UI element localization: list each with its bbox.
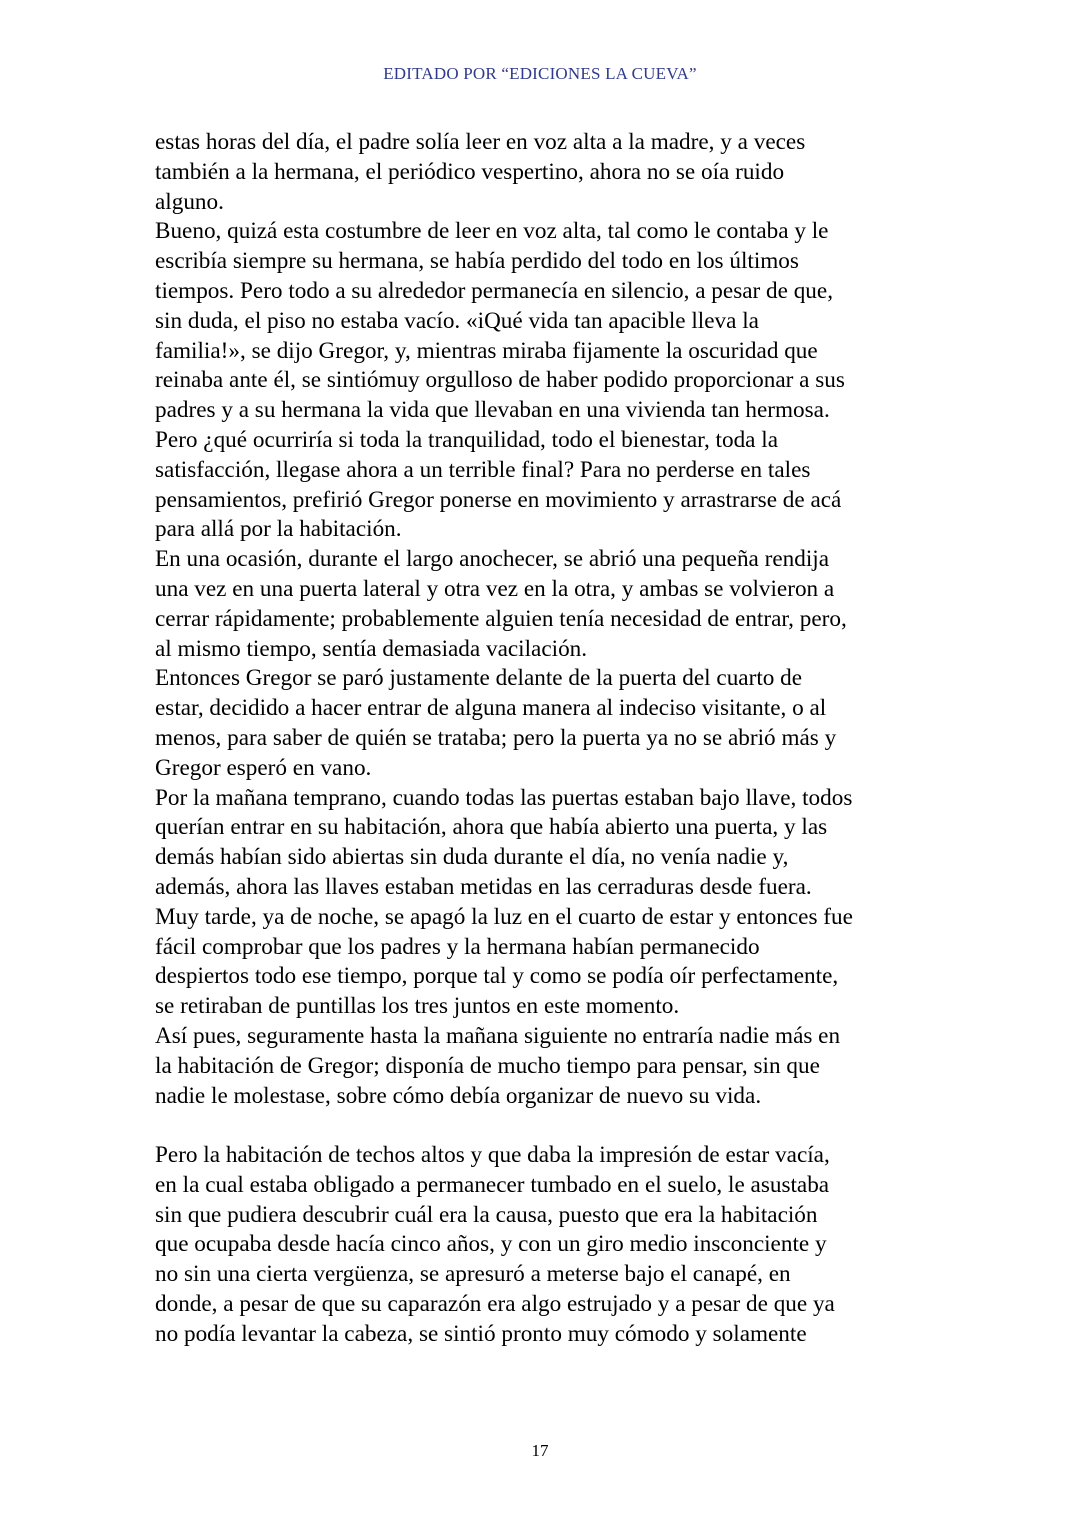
text-line: En una ocasión, durante el largo anochecer, se abrió una pequeña rendija xyxy=(155,546,830,573)
text-line: escribía siempre su hermana, se había perdido del todo en los últimos xyxy=(155,248,799,275)
text-line: se retiraban de puntillas los tres juntos en este momento. xyxy=(155,993,680,1020)
text-line: nadie le molestase, sobre cómo debía organizar de nuevo su vida. xyxy=(155,1082,762,1109)
text-line: Así pues, seguramente hasta la mañana siguiente no entraría nadie más en xyxy=(155,1022,841,1049)
text-line: para allá por la habitación. xyxy=(155,516,402,543)
text-line: sin que pudiera descubrir cuál era la causa, puesto que era la habitación xyxy=(155,1201,818,1228)
text-line: padres y a su hermana la vida que llevaban en una vivienda tan hermosa. xyxy=(155,397,830,424)
text-line: no podía levantar la cabeza, se sintió pronto muy cómodo y solamente xyxy=(155,1320,807,1347)
text-line: Gregor esperó en vano. xyxy=(155,754,372,781)
text-line: tiempos. Pero todo a su alrededor permanecía en silencio, a pesar de que, xyxy=(155,277,833,304)
text-line: Bueno, quizá esta costumbre de leer en voz alta, tal como le contaba y le xyxy=(155,218,829,245)
body-text xyxy=(155,128,935,1350)
text-line: sin duda, el piso no estaba vacío. «iQué vida tan apacible lleva la xyxy=(155,307,759,334)
text-line: reinaba ante él, se sintiómuy orgulloso de haber podido proporcionar a sus xyxy=(155,367,845,394)
text-line: al mismo tiempo, sentía demasiada vacilación. xyxy=(155,635,588,662)
text-line: Muy tarde, ya de noche, se apagó la luz en el cuarto de estar y entonces fue xyxy=(155,903,853,930)
text-line: estar, decidido a hacer entrar de alguna manera al indeciso visitante, o al xyxy=(155,695,827,722)
text-line: menos, para saber de quién se trataba; pero la puerta ya no se abrió más y xyxy=(155,724,837,751)
text-line: Pero ¿qué ocurriría si toda la tranquilidad, todo el bienestar, toda la xyxy=(155,426,778,453)
text-line: no sin una cierta vergüenza, se apresuró a meterse bajo el canapé, en xyxy=(155,1261,791,1288)
text-line: la habitación de Gregor; disponía de mucho tiempo para pensar, sin que xyxy=(155,1052,820,1079)
text-line: Entonces Gregor se paró justamente delante de la puerta del cuarto de xyxy=(155,665,803,692)
text-line: además, ahora las llaves estaban metidas en las cerraduras desde fuera. xyxy=(155,873,812,900)
page-number: 17 xyxy=(531,1441,549,1460)
text-line: pensamientos, prefirió Gregor ponerse en movimiento y arrastrarse de acá xyxy=(155,486,842,513)
text-line: en la cual estaba obligado a permanecer tumbado en el suelo, le asustaba xyxy=(155,1171,830,1198)
text-line: cerrar rápidamente; probablemente alguien tenía necesidad de entrar, pero, xyxy=(155,605,847,632)
text-line: satisfacción, llegase ahora a un terrible final? Para no perderse en tales xyxy=(155,456,811,483)
text-line: una vez en una puerta lateral y otra vez en la otra, y ambas se volvieron a xyxy=(155,575,835,602)
text-line: Por la mañana temprano, cuando todas las puertas estaban bajo llave, todos xyxy=(155,784,853,811)
text-line: demás habían sido abiertas sin duda durante el día, no venía nadie y, xyxy=(155,844,789,871)
text-line: estas horas del día, el padre solía leer en voz alta a la madre, y a veces xyxy=(155,129,806,155)
paragraph-gap xyxy=(155,1111,935,1141)
text-line: despiertos todo ese tiempo, porque tal y como se podía oír perfectamente, xyxy=(155,963,839,990)
text-line: donde, a pesar de que su caparazón era algo estrujado y a pesar de que ya xyxy=(155,1291,835,1318)
text-line: también a la hermana, el periódico vespertino, ahora no se oía ruido xyxy=(155,158,785,185)
page-header: EDITADO POR “EDICIONES LA CUEVA” xyxy=(383,64,697,83)
text-line: querían entrar en su habitación, ahora que había abierto una puerta, y las xyxy=(155,814,828,841)
text-line: fácil comprobar que los padres y la hermana habían permanecido xyxy=(155,933,760,960)
text-line: Pero la habitación de techos altos y que daba la impresión de estar vacía, xyxy=(155,1142,830,1169)
text-line: que ocupaba desde hacía cinco años, y con un giro medio insconciente y xyxy=(155,1231,827,1258)
text-line: alguno. xyxy=(155,188,224,215)
text-line: familia!», se dijo Gregor, y, mientras miraba fijamente la oscuridad que xyxy=(155,337,818,364)
